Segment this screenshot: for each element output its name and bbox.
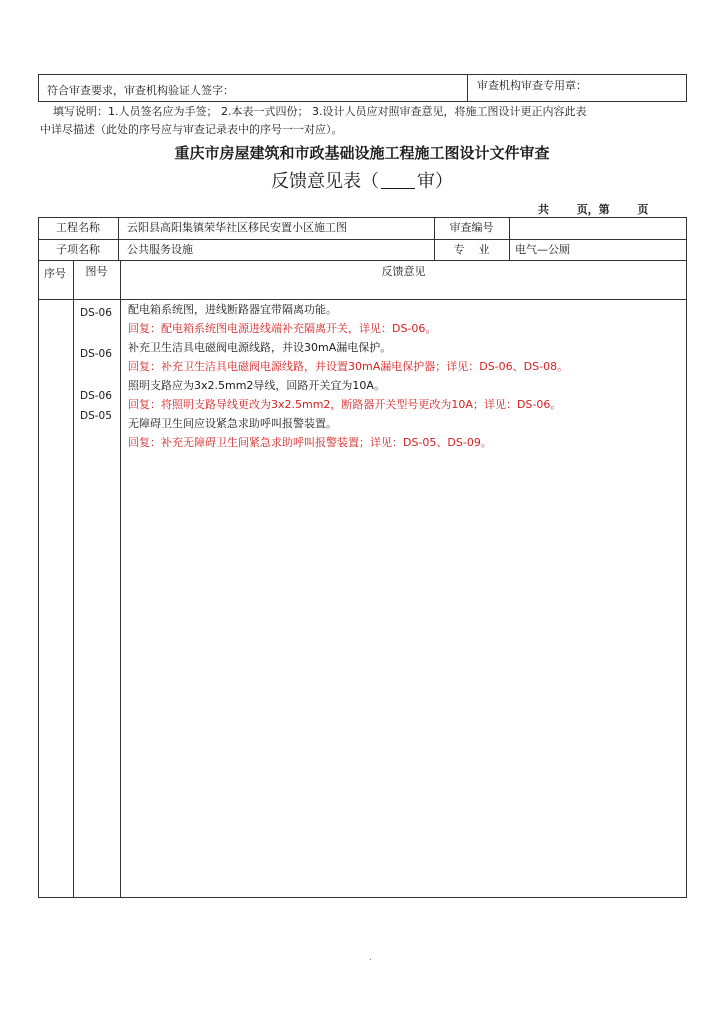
page-title: 重庆市房屋建筑和市政基础设施工程施工图设计文件审查 — [174, 144, 550, 162]
drawing-number: DS-06 — [80, 390, 112, 402]
feedback-line: 配电箱系统图，进线断路器宜带隔离功能。 — [128, 303, 337, 316]
drawing-number: DS-06 — [80, 348, 112, 360]
subitem-name-label: 子项名称 — [56, 243, 100, 256]
feedback-line: 无障碍卫生间应设紧急求助呼叫报警装置。 — [128, 417, 337, 430]
info-row-divider — [38, 239, 687, 240]
feedback-line: 补充卫生洁具电磁阀电源线路，并设30mA漏电保护。 — [128, 341, 392, 354]
reply-line: 回复：补充无障碍卫生间紧急求助呼叫报警装置；详见：DS-05、DS-09。 — [128, 436, 492, 449]
feedback-header: 反馈意见 — [381, 265, 426, 278]
feedback-col-divider-1 — [73, 261, 74, 898]
feedback-col-divider-2 — [120, 261, 121, 898]
footer-dot: . — [369, 953, 372, 963]
review-number-label: 审查编号 — [449, 221, 494, 234]
info-col-divider-3 — [509, 217, 510, 261]
review-seal-label: 审查机构审查专用章： — [477, 79, 587, 92]
feedback-header-divider — [38, 299, 687, 300]
reply-line: 回复：补充卫生洁具电磁阀电源线路，并设置30mA漏电保护器；详见：DS-06、DS-08。 — [128, 360, 569, 373]
major-value: 电气—公厕 — [515, 243, 570, 256]
reply-line: 回复：配电箱系统图电源进线端补充隔离开关，详见：DS-06。 — [128, 322, 437, 335]
fill-instructions-line2: 中详尽描述（此处的序号应与审查记录表中的序号一一对应）。 — [40, 123, 343, 136]
reply-line: 回复：将照明支路导线更改为3x2.5mm2，断路器开关型号更改为10A；详见：DS-06。 — [128, 398, 562, 411]
review-number-value[interactable] — [515, 221, 675, 235]
seq-header: 序号 — [44, 267, 66, 280]
total-pages-label: 共 — [538, 203, 549, 216]
project-name-label: 工程名称 — [56, 221, 100, 234]
form-subtitle-suffix: 审） — [417, 171, 453, 192]
drawing-number: DS-05 — [80, 410, 112, 422]
page-counter — [538, 201, 648, 217]
drawing-number: DS-06 — [80, 307, 112, 319]
review-stage-blank[interactable] — [381, 170, 415, 189]
verifier-signature-label: 符合审查要求，审查机构验证人签字： — [47, 84, 234, 97]
form-subtitle — [0, 170, 724, 194]
signature-divider — [467, 74, 468, 102]
info-col-divider-1 — [118, 217, 119, 261]
drawing-no-header: 图号 — [85, 265, 108, 278]
current-page-label: 页，第 — [576, 203, 610, 216]
page-end-label: 页 — [637, 203, 649, 216]
major-label: 专 业 — [453, 243, 490, 256]
fill-instructions-line1: 填写说明：1.人员签名应为手签； 2.本表一式四份； 3.设计人员应对照审查意见，将施工图设计更正内容此表 — [53, 105, 587, 118]
feedback-table — [38, 261, 687, 898]
feedback-line: 照明支路应为3x2.5mm2导线，回路开关宜为10A。 — [128, 379, 385, 392]
form-subtitle-prefix: 反馈意见表（ — [271, 171, 379, 192]
project-name-value: 云阳县高阳集镇荣华社区移民安置小区施工图 — [127, 221, 347, 234]
subitem-name-value: 公共服务设施 — [127, 243, 193, 256]
